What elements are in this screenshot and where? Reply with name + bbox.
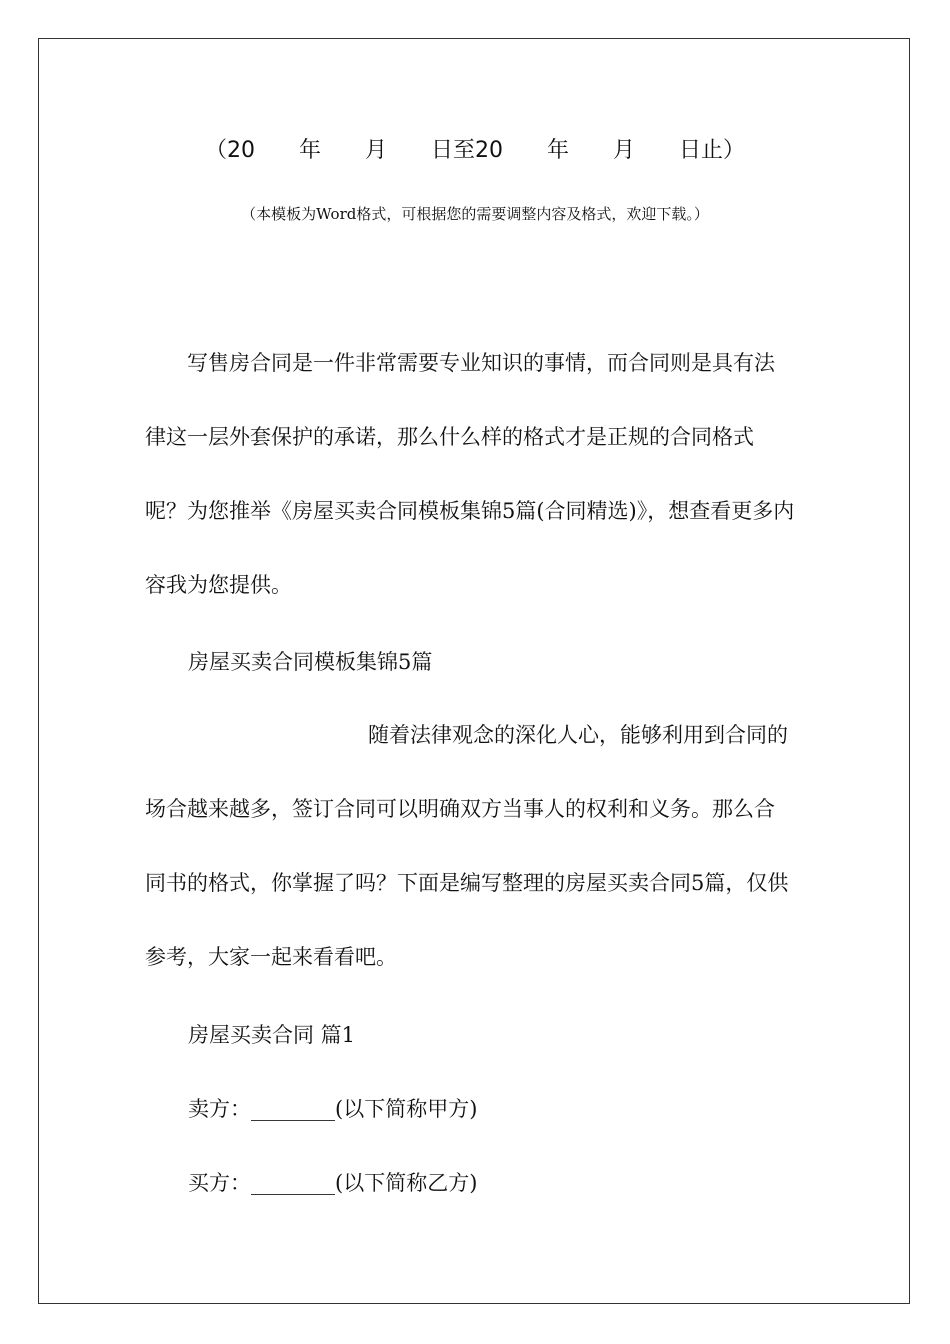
collection-title: 房屋买卖合同模板集锦5篇 — [188, 650, 433, 674]
intro-paragraph: 写售房合同是一件非常需要专业知识的事情，而合同则是具有法律这一层外套保护的承诺，那么什么样的格式才是正规的合同格式呢？为您推举《房屋买卖合同模板集锦5篇(合同精选)》，想查看更多内容我为您提供。 — [145, 351, 795, 597]
preface-paragraph: 随着法律观念的深化人心，能够利用到合同的场合越来越多，签订合同可以明确双方当事人的权利和义务。那么合同书的格式，你掌握了吗？下面是编写整理的房屋买卖合同5篇，仅供参考，大家一起来看看吧。 — [145, 723, 789, 969]
buyer-line: 买方：________(以下简称乙方) — [188, 1171, 478, 1195]
date-range: （20 年 月 日至20 年 月 日止） — [205, 138, 745, 163]
contract-heading: 房屋买卖合同 篇1 — [188, 1023, 356, 1047]
seller-line: 卖方：________(以下简称甲方) — [188, 1097, 478, 1121]
preface-section — [145, 698, 795, 994]
template-note: （本模板为Word格式，可根据您的需要调整内容及格式，欢迎下载。） — [241, 205, 709, 223]
intro-section — [145, 326, 795, 622]
